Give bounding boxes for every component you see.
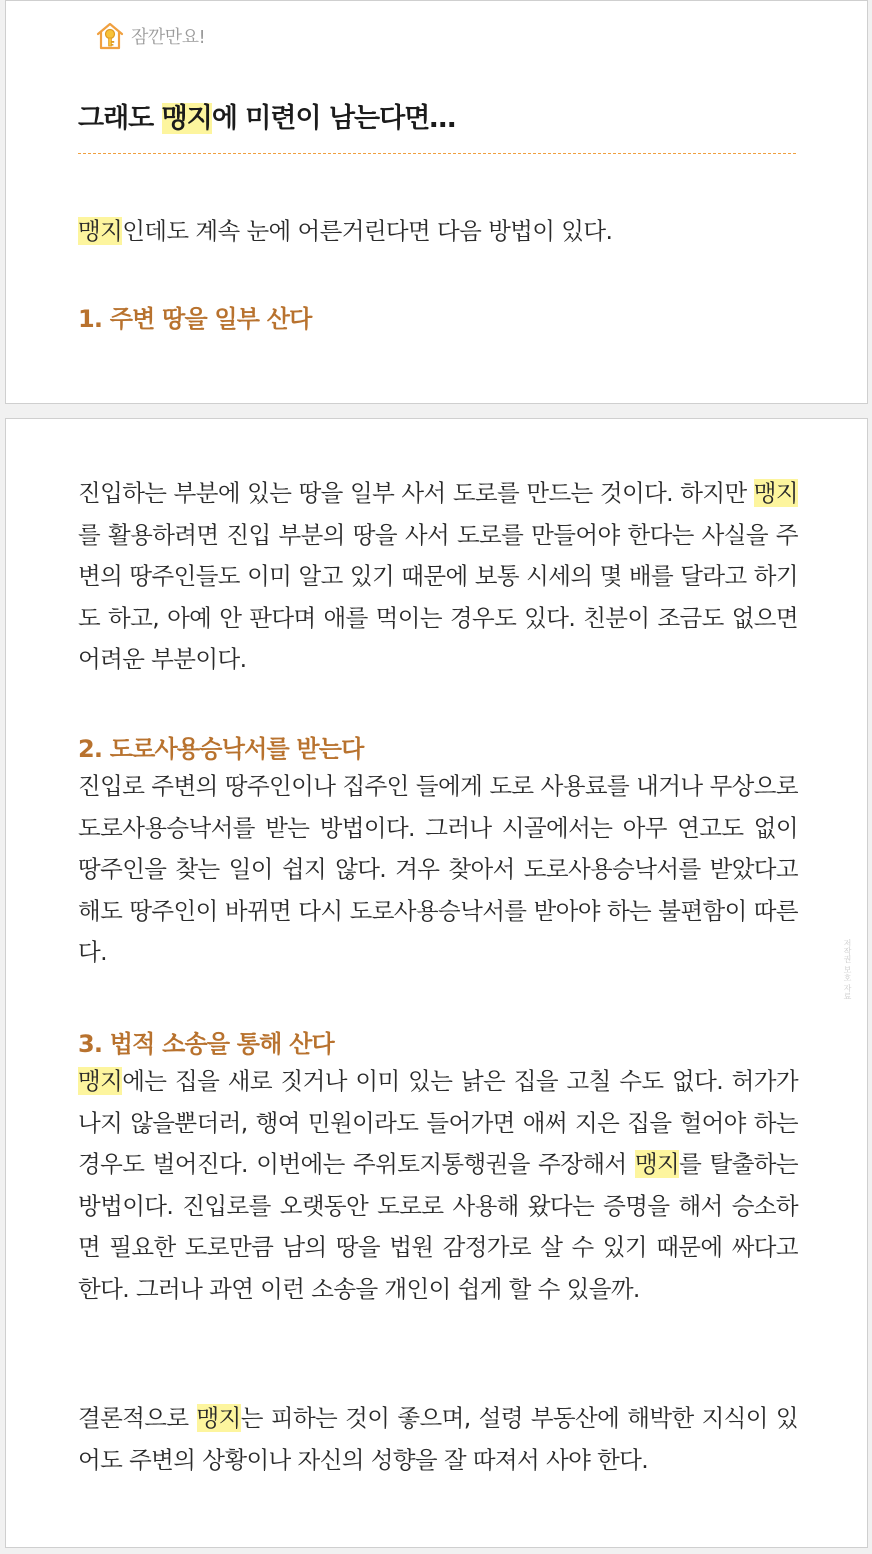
copyright-watermark: 저작권 보호 자료 <box>843 939 852 1001</box>
method1-text-rest: 를 활용하려면 진입 부분의 땅을 사서 도로를 만들어야 한다는 사실을 주변의 땅주인들도 이미 알고 있기 때문에 보통 시세의 몇 배를 달라고 하기도 하고, 아예 안 판다며 애를 먹이는 경우도 있다. 친분이 조금도 없으면 어려운 부분이다. <box>78 520 798 674</box>
section-title-post: 에 미련이 남는다면… <box>211 103 456 134</box>
method3-highlight-1: 맹지 <box>78 1067 123 1095</box>
method3-text-2: 를 탈출하는 방법이다. 진입로를 오랫동안 도로로 사용해 왔다는 증명을 해서 승소하면 필요한 도로만큼 남의 땅을 법원 감정가로 살 수 있기 때문에 싸다고 한다. 그러나 과연 이런 소송을 개인이 쉽게 할 수 있을까. <box>78 1150 799 1303</box>
method3-highlight-2: 맹지 <box>634 1150 680 1179</box>
method2-heading: 2. 도로사용승낙서를 받는다 <box>78 735 364 763</box>
intro-text: 인데도 계속 눈에 어른거린다면 다음 방법이 있다. <box>122 217 613 245</box>
section-title-pre: 그래도 <box>78 103 162 134</box>
house-key-icon <box>93 19 127 53</box>
method3-heading: 3. 법적 소송을 통해 산다 <box>78 1030 334 1058</box>
tip-text: 잠깐만요! <box>131 27 206 48</box>
section-title <box>78 96 455 135</box>
title-divider <box>78 153 796 154</box>
page-bottom <box>5 418 868 1548</box>
page-top <box>5 0 868 404</box>
conclusion-highlight: 맹지 <box>196 1404 241 1432</box>
conclusion-post: 는 피하는 것이 좋으며, 설령 부동산에 해박한 지식이 있어도 주변의 상황이나 자신의 성향을 잘 따져서 사야 한다. <box>78 1404 798 1474</box>
method1-text-start: 진입하는 부분에 있는 땅을 일부 사서 도로를 만드는 것이다. 하지만 <box>78 479 754 507</box>
intro-highlight: 맹지 <box>78 217 123 245</box>
method1-paragraph <box>78 473 798 681</box>
conclusion-pre: 결론적으로 <box>78 1404 197 1432</box>
method3-text-1: 에는 집을 새로 짓거나 이미 있는 낡은 집을 고칠 수도 없다. 허가가 나지 않을뿐더러, 행여 민원이라도 들어가면 애써 지은 집을 헐어야 하는 경우도 벌어진다. 이번에는 주위토지통행권을 주장해서 <box>78 1067 798 1179</box>
method3-paragraph <box>78 1061 798 1311</box>
method1-highlight: 맹지 <box>753 479 798 507</box>
intro-paragraph <box>78 211 798 253</box>
section-title-highlight: 맹지 <box>161 103 212 134</box>
tip-label <box>93 19 205 53</box>
method1-heading: 1. 주변 땅을 일부 산다 <box>78 305 312 333</box>
conclusion-paragraph <box>78 1398 798 1481</box>
method2-paragraph: 진입로 주변의 땅주인이나 집주인 들에게 도로 사용료를 내거나 무상으로 도로사용승낙서를 받는 방법이다. 그러나 시골에서는 아무 연고도 없이 땅주인을 찾는 일이 쉽지 않다. 겨우 찾아서 도로사용승낙서를 받았다고 해도 땅주인이 바뀌면 다시 도로사용승낙서를 받아야 하는 불편함이 따른다. <box>78 772 798 967</box>
